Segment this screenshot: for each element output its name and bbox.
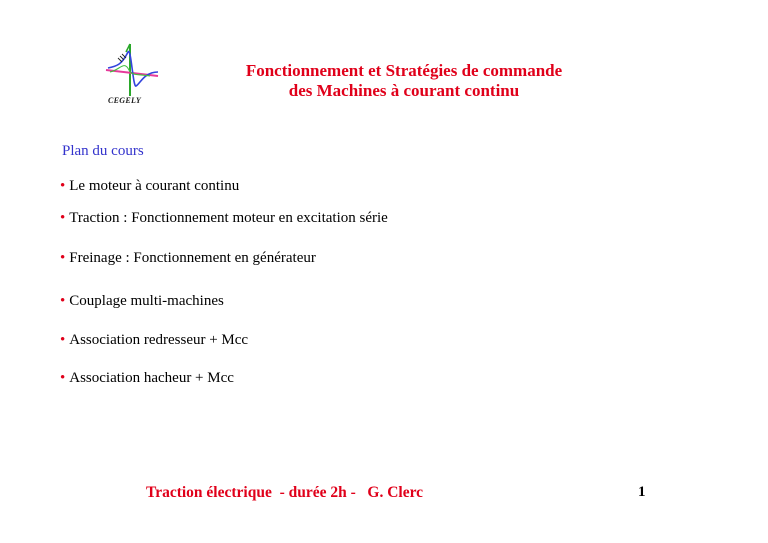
waveform-logo-icon [100,40,164,100]
list-item-text: Association redresseur + Mcc [69,332,249,348]
page-number: 1 [638,484,646,500]
bullet-icon: • [60,250,66,266]
title-line-1: Fonctionnement et Stratégies de commande [245,61,563,80]
page-title [214,61,594,101]
plan-heading: Plan du cours [62,143,144,159]
list-item [60,250,316,267]
list-item-text: Freinage : Fonctionnement en générateur [69,250,316,266]
title-line-2: des Machines à courant continu [288,81,520,100]
list-item-text: Le moteur à courant continu [69,178,240,194]
bullet-icon: • [60,370,66,386]
bullet-icon: • [60,332,66,348]
list-item-text: Traction : Fonctionnement moteur en excitation série [69,210,388,226]
list-item-text: Couplage multi-machines [69,293,224,309]
list-item [60,210,388,227]
cegely-logo [100,40,164,112]
list-item [60,370,234,387]
bullet-icon: • [60,210,66,226]
list-item-text: Association hacheur + Mcc [69,370,234,386]
bullet-icon: • [60,293,66,309]
footer-text: Traction électrique - durée 2h - G. Clerc [146,484,424,501]
list-item [60,332,248,349]
list-item [60,293,224,310]
bullet-icon: • [60,178,66,194]
list-item [60,178,239,195]
logo-text: CEGELY [108,96,142,105]
